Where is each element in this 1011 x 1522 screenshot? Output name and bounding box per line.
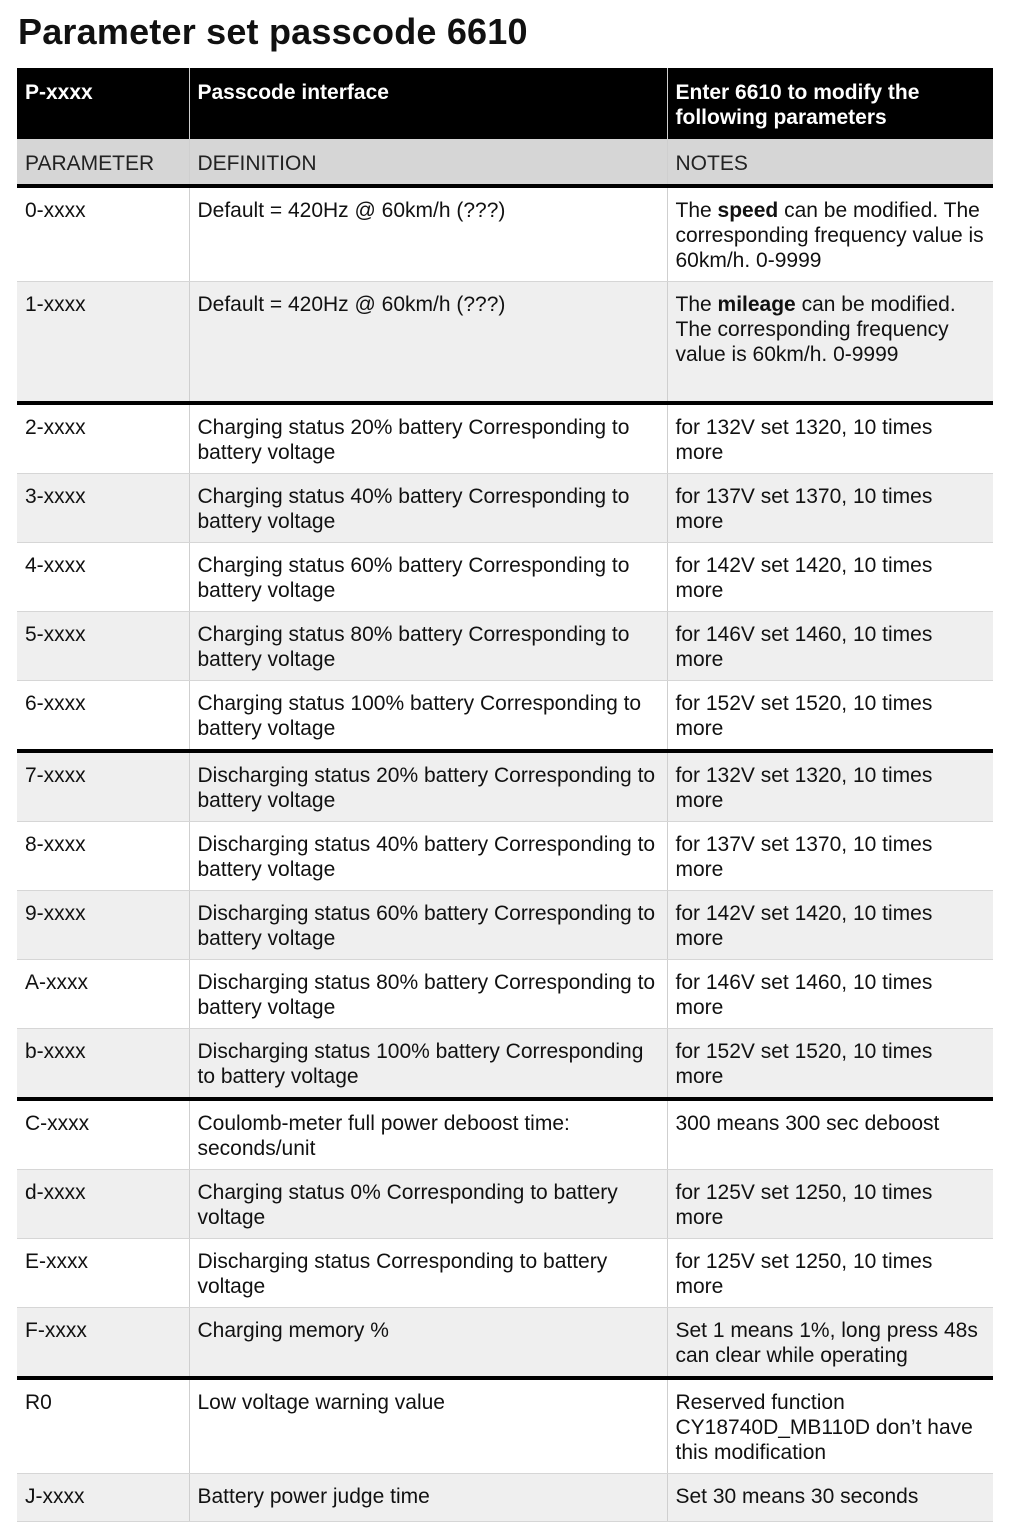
table-header-row [17,68,993,139]
table-row [17,542,993,611]
param-code: 9-xxxx [17,890,189,959]
param-note: for 132V set 1320, 10 times more [667,751,993,822]
param-code: 1-xxxx [17,282,189,403]
param-note: for 137V set 1370, 10 times more [667,473,993,542]
param-code: R0 [17,1378,189,1474]
param-note: Set 30 means 30 seconds [667,1473,993,1521]
subheader-notes: NOTES [667,139,993,186]
param-note: for 146V set 1460, 10 times more [667,959,993,1028]
param-code: d-xxxx [17,1169,189,1238]
param-note: for 137V set 1370, 10 times more [667,821,993,890]
param-definition: Discharging status Corresponding to battery voltage [189,1238,667,1307]
param-code: E-xxxx [17,1238,189,1307]
param-code: 4-xxxx [17,542,189,611]
table-row [17,1169,993,1238]
table-row [17,403,993,474]
param-definition: Charging status 80% battery Corresponding to battery voltage [189,611,667,680]
header-interface: Passcode interface [189,68,667,139]
table-row [17,680,993,751]
subheader-definition: DEFINITION [189,139,667,186]
param-note: for 132V set 1320, 10 times more [667,403,993,474]
param-definition: Discharging status 40% battery Corresponding to battery voltage [189,821,667,890]
param-code: 0-xxxx [17,186,189,282]
table-row [17,1378,993,1474]
param-note: Set 1 means 1%, long press 48s can clear while operating [667,1307,993,1378]
param-note: for 125V set 1250, 10 times more [667,1238,993,1307]
param-definition: Charging memory % [189,1307,667,1378]
table-row [17,186,993,282]
param-definition: Coulomb-meter full power deboost time: seconds/unit [189,1099,667,1170]
param-definition: Charging status 60% battery Corresponding to battery voltage [189,542,667,611]
param-definition: Charging status 0% Corresponding to battery voltage [189,1169,667,1238]
param-note: for 125V set 1250, 10 times more [667,1169,993,1238]
page-title: Parameter set passcode 6610 [18,11,528,52]
param-definition: Default = 420Hz @ 60km/h (???) [189,186,667,282]
table-row [17,1099,993,1170]
param-definition: Discharging status 100% battery Corresponding to battery voltage [189,1028,667,1099]
param-code: 8-xxxx [17,821,189,890]
table-subheader-row [17,139,993,186]
table-row [17,1473,993,1521]
param-note: for 142V set 1420, 10 times more [667,542,993,611]
table-row [17,751,993,822]
param-definition: Battery power judge time [189,1473,667,1521]
table-row [17,611,993,680]
header-param: P-xxxx [17,68,189,139]
table-row [17,282,993,403]
param-note: for 142V set 1420, 10 times more [667,890,993,959]
table-row [17,1028,993,1099]
param-code: F-xxxx [17,1307,189,1378]
param-definition: Discharging status 20% battery Corresponding to battery voltage [189,751,667,822]
param-code: C-xxxx [17,1099,189,1170]
param-definition: Discharging status 60% battery Corresponding to battery voltage [189,890,667,959]
param-definition: Discharging status 80% battery Corresponding to battery voltage [189,959,667,1028]
table-row [17,1307,993,1378]
table-row [17,890,993,959]
param-code: 6-xxxx [17,680,189,751]
param-definition: Low voltage warning value [189,1378,667,1474]
param-code: 3-xxxx [17,473,189,542]
param-code: 5-xxxx [17,611,189,680]
param-code: 7-xxxx [17,751,189,822]
param-definition: Default = 420Hz @ 60km/h (???) [189,282,667,403]
param-code: A-xxxx [17,959,189,1028]
param-code: J-xxxx [17,1473,189,1521]
table-row [17,821,993,890]
param-note: for 152V set 1520, 10 times more [667,680,993,751]
param-definition: Charging status 40% battery Corresponding to battery voltage [189,473,667,542]
param-note: 300 means 300 sec deboost [667,1099,993,1170]
param-note: for 152V set 1520, 10 times more [667,1028,993,1099]
param-note: The speed can be modified. The corresponding frequency value is 60km/h. 0-9999 [667,186,993,282]
table-row [17,473,993,542]
param-note: The mileage can be modified. The corresponding frequency value is 60km/h. 0-9999 [667,282,993,403]
param-code: 2-xxxx [17,403,189,474]
parameter-table [17,68,993,1522]
param-definition: Charging status 20% battery Corresponding to battery voltage [189,403,667,474]
param-note: for 146V set 1460, 10 times more [667,611,993,680]
param-note: Reserved function CY18740D_MB110D don’t have this modification [667,1378,993,1474]
param-definition: Charging status 100% battery Corresponding to battery voltage [189,680,667,751]
subheader-parameter: PARAMETER [17,139,189,186]
header-instructions: Enter 6610 to modify the following parameters [667,68,993,139]
table-row [17,959,993,1028]
param-code: b-xxxx [17,1028,189,1099]
table-row [17,1238,993,1307]
